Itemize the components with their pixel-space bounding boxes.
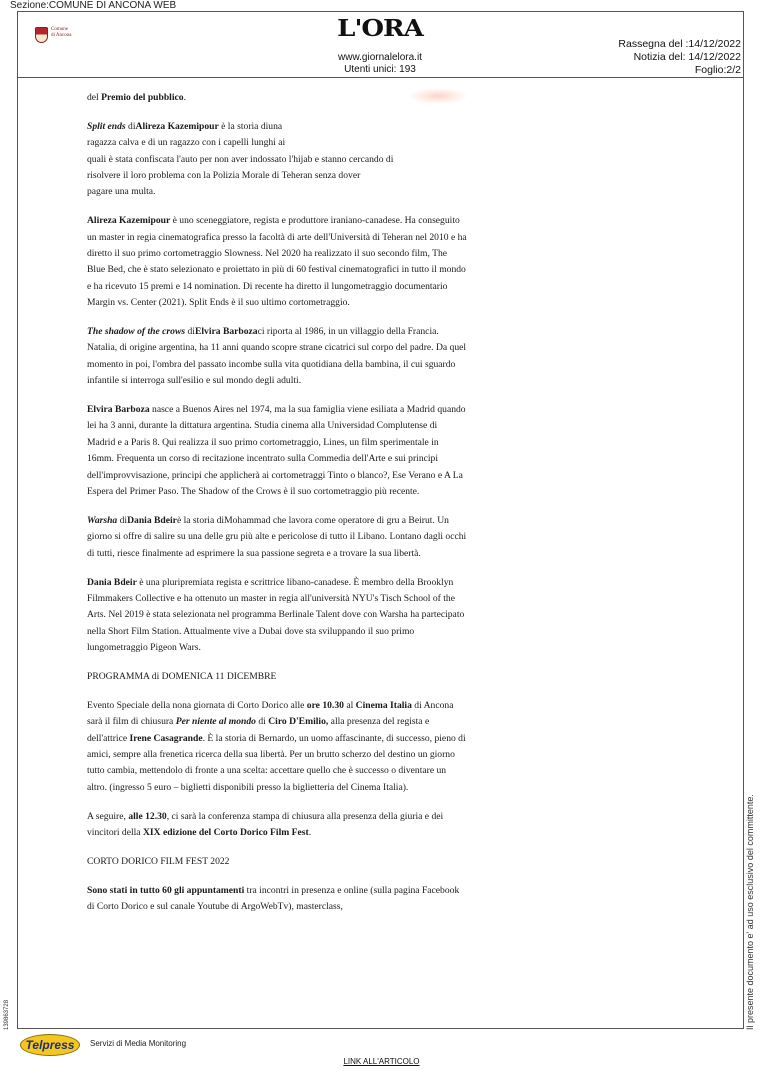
text: ci riporta al 1986, in un villaggio della Francia. Natalia, di origine argentina, ha 11 anni quando scopre strane cicatrici sul corpo del padre. Da quel momento in poi, l'ombra del passato incombe sulla vita quotidiana della bambina, il cui sguardo infantile si interroga sull'esilio e sul mondo degli adulti. [87,326,467,387]
actress-name: Irene Casagrande [129,732,203,744]
text: di [117,514,128,526]
press-review-meta [618,38,741,77]
director-name: Dania Bdeir [87,576,137,588]
text: alla presenza del regista e dell'attrice [87,716,430,744]
paragraph-barboza-bio [87,402,467,500]
notizia-date: Notizia del: 14/12/2022 [633,51,741,63]
text: pagare una multa. [87,186,156,198]
site-url: www.giornalelora.it [338,52,422,63]
document-id: 139863728 [4,999,10,1030]
text: risolvere il loro problema con la Polizia Morale di Teheran senza dover [87,170,361,182]
telpress-tagline: Servizi di Media Monitoring [90,1039,187,1048]
director-name: Alireza Kazemipour [87,215,171,227]
text: Evento Speciale della nona giornata di Corto Dorico alle [87,699,307,711]
bold-text: XIX edizione del Corto Dorico Film Fest [142,826,309,838]
section-heading-festival: CORTO DORICO FILM FEST 2022 [87,855,230,867]
film-title: Warsha [87,514,118,526]
film-title: The shadow of the crows [87,326,186,338]
text: di [185,326,195,338]
header-divider [18,77,743,78]
bold-text: Premio del pubblico [101,92,184,103]
comune-ancona-logo [35,27,95,45]
text: quali è stata confiscata l'auto per non aver indossato l'hijab e stanno cercando di [87,153,394,165]
paragraph-shadow-of-the-crows [87,324,467,390]
text: di Ancona sarà il film di chiusura [87,699,454,728]
film-title: Split ends [87,120,126,132]
bold-text: ore 10.30 [306,699,344,711]
article-body [87,90,467,928]
text: . [183,92,186,103]
text: è la storia diMohammad che lavora come operatore di gru a Beirut. Un giorno si offre di salire su una delle gru più alte e pericolose di tutto il Libano. Lontano dagli occhi di tutti, riesce finalmente ad esprimere la sua passione segreta e a trovare la sua libertà. [87,514,467,559]
text: di [255,716,269,728]
text: tra incontri in presenza e online (sulla pagina Facebook di Corto Dorico e sul canale Youtube di ArgoWebTv), masterclass, [87,884,460,912]
paragraph-warsha [87,513,467,562]
film-title: Per niente al mondo [175,716,256,728]
director-name: Elvira Barboza [87,404,150,416]
director-name: Dania Bdeir [127,514,177,526]
text: . È la storia di Bernardo, un uomo affascinante, di successo, pieno di amici, sempre alla frenetica ricerca della sua libertà. Per un brutto scherzo del destino un giorno tutto cambia, mettendolo di fronte a una scelta: accettare quello che è successo o diventare un altro. (ingresso 5 euro – biglietti disponibili presso la biglietteria del Cinema Italia). [87,732,466,793]
text: è la storia diuna [218,120,283,132]
telpress-logo-text: Telpress [25,1038,75,1052]
director-name: Alireza Kazemipour [135,120,219,132]
paragraph-1 [87,90,467,106]
text: ragazza calva e di un ragazzo con i capelli lunghi ai [87,137,286,149]
comune-logo-line-2: di Ancona [51,32,72,38]
paragraph-bdeir-bio [87,575,467,657]
text: è uno sceneggiatore, regista e produttore iraniano-canadese. Ha conseguito un master in regia cinematografica presso la facoltà di arte dell'Università di Teheran nel 2010 e ha diretto il suo primo cortometraggio Slowness. Nel 2020 ha realizzato il suo secondo film, The Blue Bed, che è stato selezionato e proiettato in più di 60 festival cinematografici in tutto il mondo e ha ricevuto 15 premi e 14 nomination. Di recente ha diretto il lungometraggio documentario Margin vs. Center (2021). Split Ends è il suo ultimo cortometraggio. [87,215,467,309]
text: . [308,826,312,838]
paragraph-appuntamenti [87,883,467,916]
bold-text: Cinema Italia [355,699,412,711]
crest-icon [35,27,48,43]
text: A seguire, [87,810,129,822]
director-name: Elvira Barboza [194,326,258,338]
paragraph-split-ends [87,119,467,201]
paragraph-evento-speciale [87,698,467,796]
text: al [343,699,356,711]
text: di [125,120,136,132]
article-link[interactable]: LINK ALL'ARTICOLO [343,1057,420,1066]
paragraph-conferenza [87,809,467,842]
telpress-logo [20,1034,80,1056]
text: nasce a Buenos Aires nel 1974, ma la sua famiglia viene esiliata a Madrid quando lei ha 3 anni, durante la dittatura argentina. Studia cinema alla Universidad Complutense di Madrid e a Paris 8. Qui realizza il suo primo cortometraggio, Lines, un film sperimentale in 16mm. Frequenta un corso di recitazione incentrato sulla Commedia dell'Arte e sui principi dell'improvvisazione, principi che applicherà ai cortometraggi Tinto o blanco?, Ese Verano e A La Espera del Primer Paso. The Shadow of the Crows è il suo cortometraggio più recente. [87,404,466,498]
bold-text: alle 12.30 [128,810,167,822]
director-name: Ciro D'Emilio, [268,716,329,728]
paragraph-kazemipour-bio [87,213,467,311]
newspaper-masthead: L'ORA [337,15,423,43]
section-heading-programma: PROGRAMMA di DOMENICA 11 DICEMBRE [87,670,277,682]
section-label: Sezione:COMUNE DI ANCONA WEB [10,0,177,11]
usage-disclaimer: Il presente documento e' ad uso esclusivo del committente. [745,794,755,1030]
rassegna-date: Rassegna del :14/12/2022 [618,38,741,50]
comune-logo-line-1: Comune [51,27,68,32]
bold-text: Sono stati in tutto 60 gli appuntamenti [87,884,245,896]
unique-users: Utenti unici: 193 [344,64,416,75]
text: , ci sarà la conferenza stampa di chiusura alla presenza della giuria e dei vincitori della [87,810,444,838]
text: del [87,92,102,103]
text: è una pluripremiata regista e scrittrice libano-canadese. È membro della Brooklyn Filmmakers Collective e ha ottenuto un master in regia all'università NYU's Tisch School of the Arts. Nel 2019 è stata selezionata nel programma Berlinale Talent dove con Warsha ha partecipato nella Short Film Station. Attualmente vive a Dubai dove sta sviluppando il suo primo lungometraggio Pigeon Wars. [87,576,465,654]
sheet-number: Foglio:2/2 [694,64,741,76]
